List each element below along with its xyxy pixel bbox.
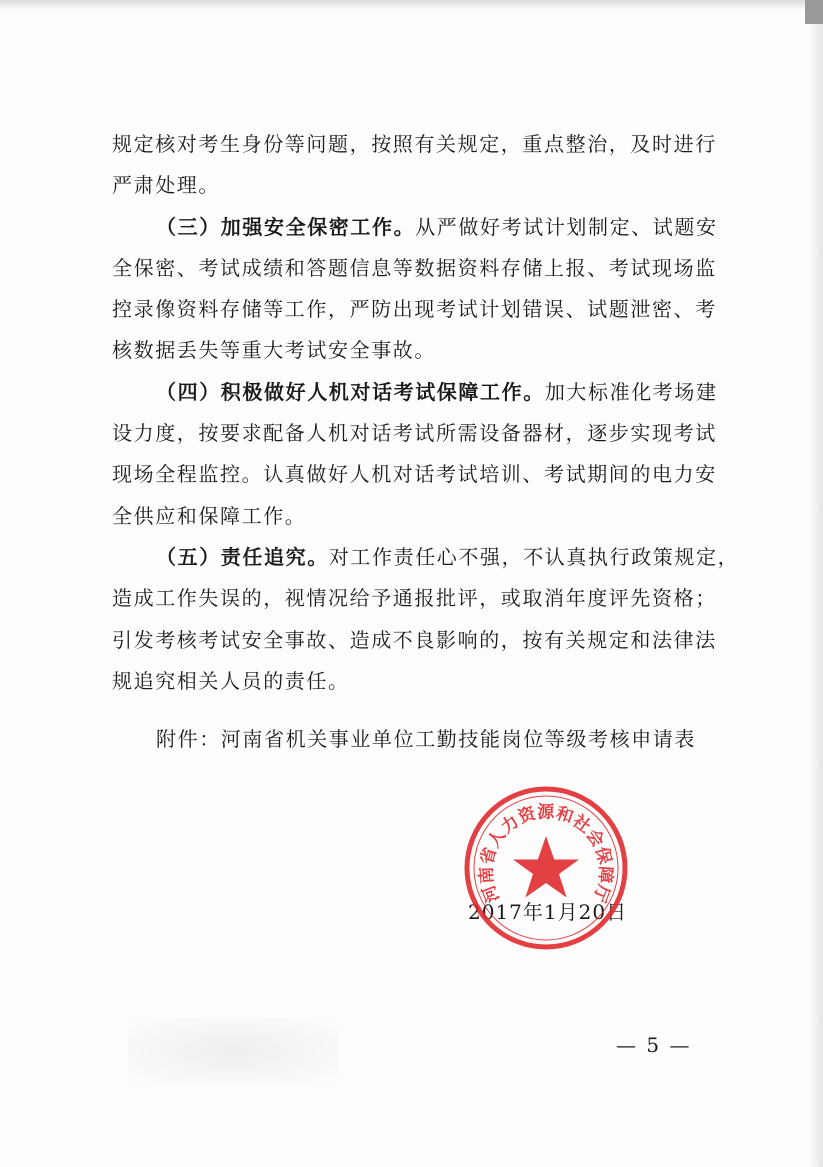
official-seal xyxy=(462,784,630,952)
section-five-heading: （五）责任追究。 xyxy=(156,544,329,569)
body-line: 全供应和保障工作。 xyxy=(112,503,307,528)
section-three-heading: （三）加强安全保密工作。 xyxy=(156,214,416,239)
section-four-heading: （四）积极做好人机对话考试保障工作。 xyxy=(156,379,545,404)
attachment-line: 附件：河南省机关事业单位工勤技能岗位等级考核申请表 xyxy=(156,727,696,751)
section-three-text: 从严做好考试计划制定、试题安 xyxy=(415,214,718,239)
section-three-first-line xyxy=(112,207,717,248)
body-line: 控录像资料存储等工作，严防出现考试计划错误、试题泄密、考 xyxy=(112,297,717,322)
section-four-first-line xyxy=(112,372,717,413)
section-five-text: 对工作责任心不强，不认真执行政策规定， xyxy=(328,544,740,569)
body-line: 引发考核考试安全事故、造成不良影响的，按有关规定和法律法 xyxy=(112,627,717,652)
body-line: 现场全程监控。认真做好人机对话考试培训、考试期间的电力安 xyxy=(112,462,717,487)
body-line: 核数据丢失等重大考试安全事故。 xyxy=(112,338,436,363)
seal-star-icon xyxy=(513,836,579,898)
body-line: 规追究相关人员的责任。 xyxy=(112,668,350,693)
issue-date: 2017年1月20日 xyxy=(468,900,628,924)
section-four-text: 加大标准化考场建 xyxy=(544,379,718,404)
page-number: — 5 — xyxy=(616,1033,692,1057)
body-line: 全保密、考试成绩和答题信息等数据资料存储上报、考试现场监 xyxy=(112,255,717,280)
body-line: 规定核对考生身份等问题，按照有关规定，重点整治，及时进行 xyxy=(112,132,717,156)
scan-edge-right xyxy=(809,0,823,1167)
seal-text: 河南省人力资源和社会保障厅 xyxy=(476,802,616,906)
body-line: 设力度，按要求配备人机对话考试所需设备器材，逐步实现考试 xyxy=(112,421,717,446)
scan-corner-mark xyxy=(805,0,823,24)
body-text xyxy=(112,124,740,702)
body-line: 造成工作失误的，视情况给予通报批评，或取消年度评先资格； xyxy=(112,586,717,611)
scan-edge-top xyxy=(0,0,823,10)
section-five-first-line xyxy=(112,537,740,578)
body-line: 严肃处理。 xyxy=(112,173,220,198)
scan-smudge xyxy=(128,1018,338,1084)
